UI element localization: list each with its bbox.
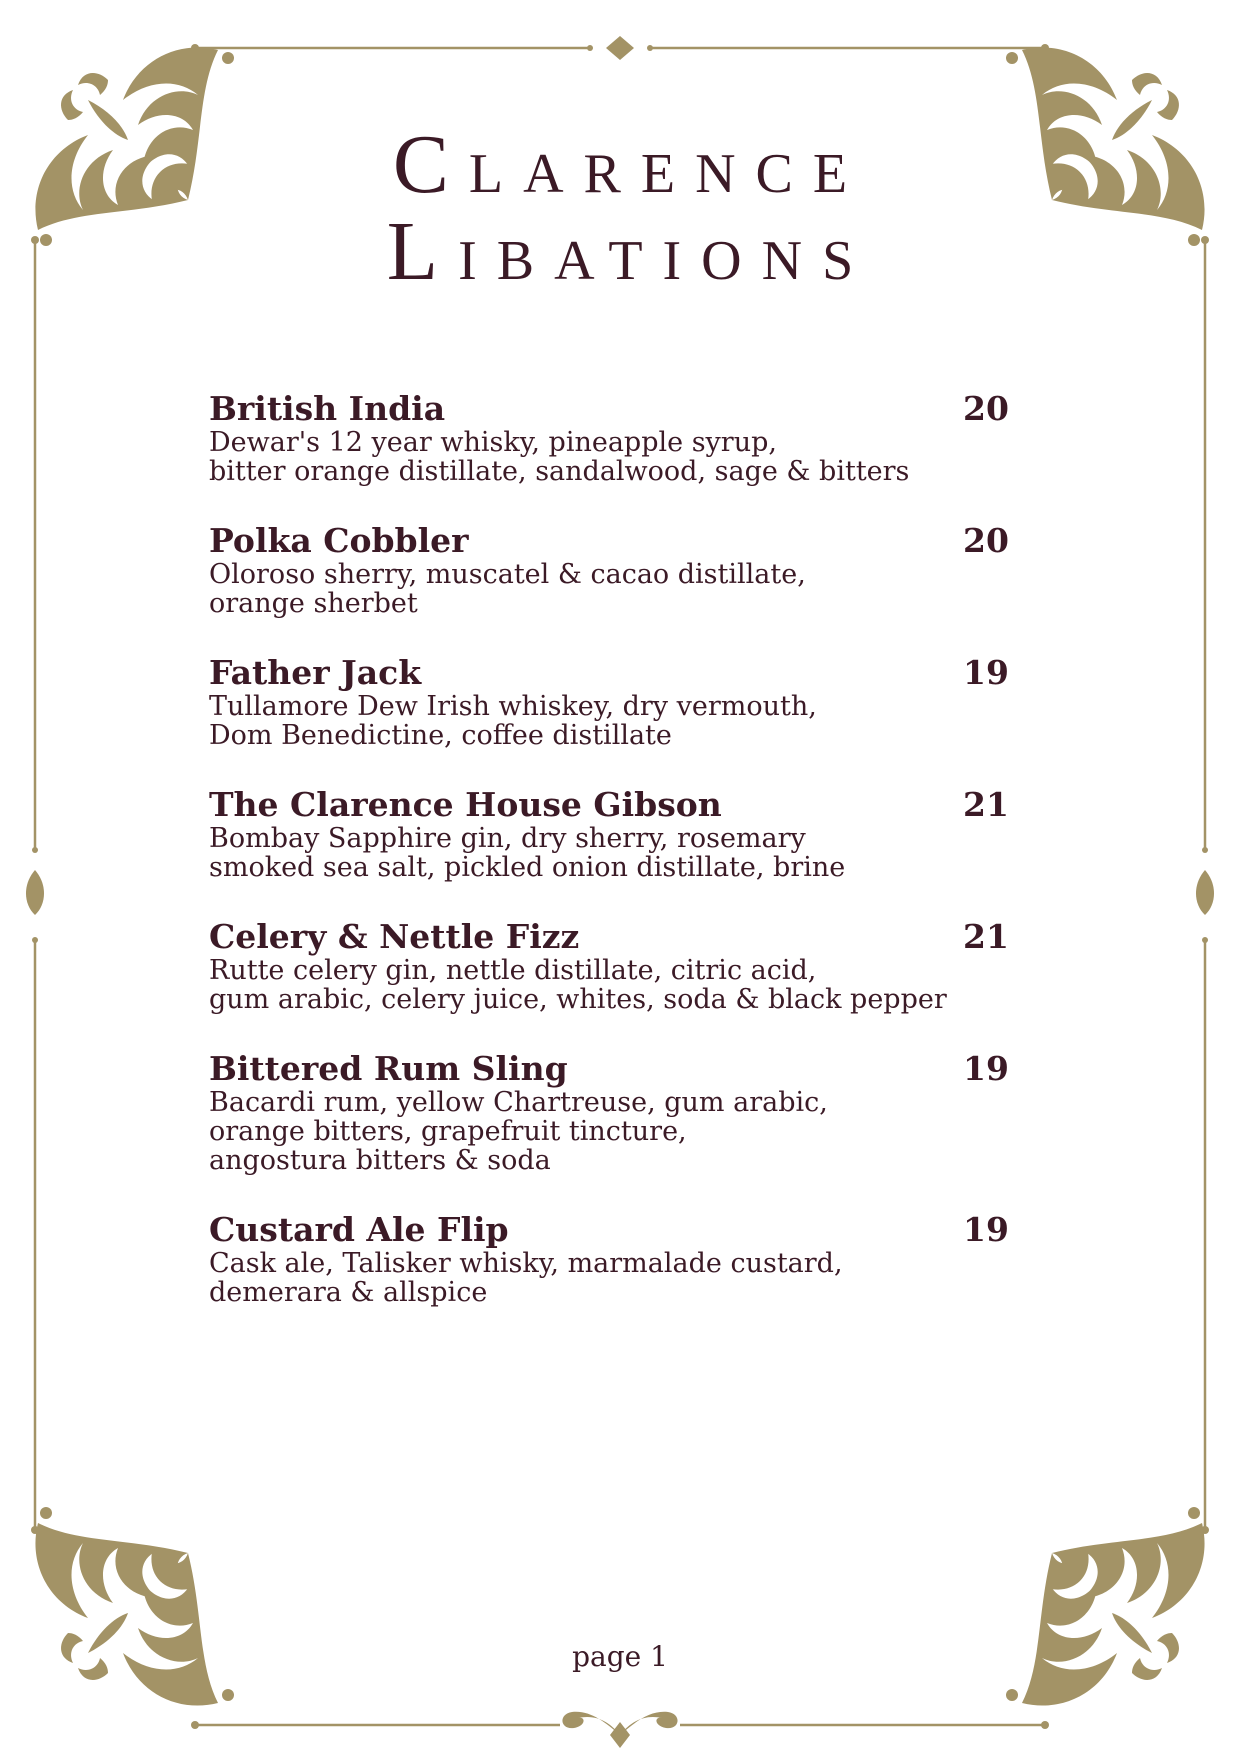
menu-item-header xyxy=(209,1211,1009,1249)
menu-item xyxy=(209,654,1009,750)
menu-item-description: Bacardi rum, yellow Chartreuse, gum arabic, orange bitters, grapefruit tincture, angostura bitters & soda xyxy=(209,1087,828,1176)
menu-item-price: 21 xyxy=(963,917,1009,956)
menu-item-description: Tullamore Dew Irish whiskey, dry vermouth, Dom Benedictine, coffee distillate xyxy=(209,691,817,751)
cocktail-list xyxy=(209,390,1009,1343)
menu-item-price: 19 xyxy=(963,653,1009,692)
menu-item-description: Rutte celery gin, nettle distillate, citric acid, gum arabic, celery juice, whites, soda & black pepper xyxy=(209,955,947,1015)
menu-title xyxy=(0,118,1240,300)
menu-item-price: 21 xyxy=(963,785,1009,824)
menu-item-header xyxy=(209,1050,1009,1088)
menu-item-name: Polka Cobbler xyxy=(209,521,469,560)
menu-item-price: 20 xyxy=(963,389,1009,428)
menu-item-price: 20 xyxy=(963,521,1009,560)
menu-item-description: Oloroso sherry, muscatel & cacao distillate, orange sherbet xyxy=(209,559,806,619)
menu-item-header xyxy=(209,390,1009,428)
menu-item-header xyxy=(209,654,1009,692)
menu-item-name: Custard Ale Flip xyxy=(209,1210,509,1249)
menu-item-price: 19 xyxy=(963,1210,1009,1249)
menu-item xyxy=(209,390,1009,486)
page-number: page 1 xyxy=(572,1640,668,1673)
menu-title-line-2: LIBATIONS xyxy=(386,205,874,299)
menu-item-price: 19 xyxy=(963,1049,1009,1088)
menu-item-name: British India xyxy=(209,389,446,428)
menu-title-line-1: CLARENCE xyxy=(392,118,868,212)
menu-item-header xyxy=(209,786,1009,824)
menu-item-name: The Clarence House Gibson xyxy=(209,785,722,824)
menu-item xyxy=(209,918,1009,1014)
menu-item-name: Father Jack xyxy=(209,653,422,692)
menu-item xyxy=(209,1211,1009,1307)
menu-item-name: Celery & Nettle Fizz xyxy=(209,917,580,956)
menu-item-name: Bittered Rum Sling xyxy=(209,1049,568,1088)
menu-item-header xyxy=(209,918,1009,956)
menu-item-header xyxy=(209,522,1009,560)
menu-item xyxy=(209,1050,1009,1175)
menu-item-description: Bombay Sapphire gin, dry sherry, rosemary smoked sea salt, pickled onion distillate, brine xyxy=(209,823,846,883)
menu-item-description: Dewar's 12 year whisky, pineapple syrup, bitter orange distillate, sandalwood, sage & bitters xyxy=(209,427,910,487)
menu-item xyxy=(209,786,1009,882)
menu-item-description: Cask ale, Talisker whisky, marmalade custard, demerara & allspice xyxy=(209,1248,843,1308)
menu-item xyxy=(209,522,1009,618)
